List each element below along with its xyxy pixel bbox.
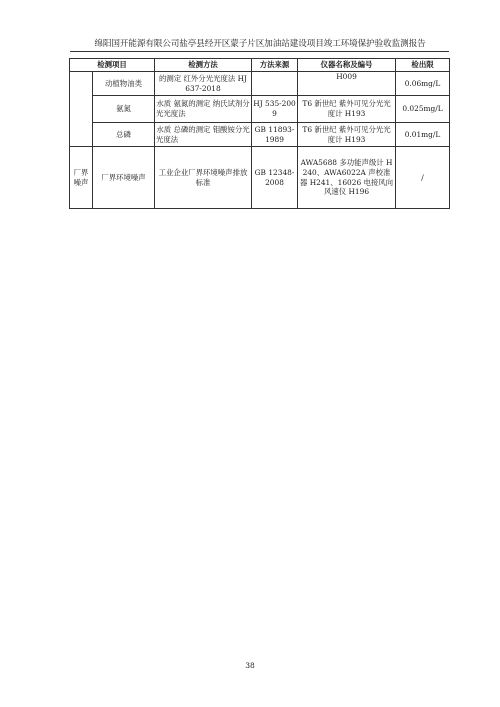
table-row bbox=[70, 123, 450, 147]
limit-cell: / bbox=[396, 147, 450, 209]
table-row bbox=[70, 72, 450, 96]
category-cell bbox=[70, 72, 93, 147]
method-cell: 工业企业厂界环境噪声排放标准 bbox=[155, 147, 252, 209]
limit-cell: 0.01mg/L bbox=[396, 123, 450, 147]
table-row bbox=[70, 147, 450, 209]
item-cell: 总磷 bbox=[93, 123, 155, 147]
limit-cell: 0.025mg/L bbox=[396, 96, 450, 123]
column-header-instrument: 仪器名称及编号 bbox=[298, 59, 396, 72]
report-header-title: 绵阳国开能源有限公司盐亭县经开区蒙子片区加油站建设项目竣工环境保护验收监测报告 bbox=[94, 39, 426, 49]
instrument-cell: T6 新世纪 紫外可见分光光度计 H193 bbox=[298, 123, 396, 147]
page-number: 38 bbox=[245, 661, 255, 670]
monitoring-methods-table bbox=[69, 58, 450, 209]
method-cell: 的测定 红外分光光度法 HJ 637-2018 bbox=[155, 72, 252, 96]
method-cell: 水质 氨氮的测定 纳氏试剂分光光度法 bbox=[155, 96, 252, 123]
instrument-cell: AWA5688 多功能声级计 H240、AWA6022A 声校准器 H241、16026 电接风向风速仪 H196 bbox=[298, 147, 396, 209]
item-cell: 动植物油类 bbox=[93, 72, 155, 96]
column-header-limit: 检出限 bbox=[396, 59, 450, 72]
column-header-item: 检测项目 bbox=[70, 59, 155, 72]
instrument-cell: H009 bbox=[298, 72, 396, 96]
column-header-source: 方法来源 bbox=[252, 59, 298, 72]
method-cell: 水质 总磷的测定 钼酸铵分光光度法 bbox=[155, 123, 252, 147]
item-cell: 氨氮 bbox=[93, 96, 155, 123]
header-divider bbox=[70, 51, 449, 52]
column-header-method: 检测方法 bbox=[155, 59, 252, 72]
instrument-cell: T6 新世纪 紫外可见分光光度计 H193 bbox=[298, 96, 396, 123]
limit-cell: 0.06mg/L bbox=[396, 72, 450, 96]
source-cell bbox=[252, 72, 298, 96]
item-cell: 厂界环境噪声 bbox=[93, 147, 155, 209]
table-row bbox=[70, 96, 450, 123]
table-header-row bbox=[70, 59, 450, 72]
category-cell: 厂界噪声 bbox=[70, 147, 93, 209]
source-cell: GB 11893-1989 bbox=[252, 123, 298, 147]
source-cell: HJ 535-2009 bbox=[252, 96, 298, 123]
source-cell: GB 12348-2008 bbox=[252, 147, 298, 209]
